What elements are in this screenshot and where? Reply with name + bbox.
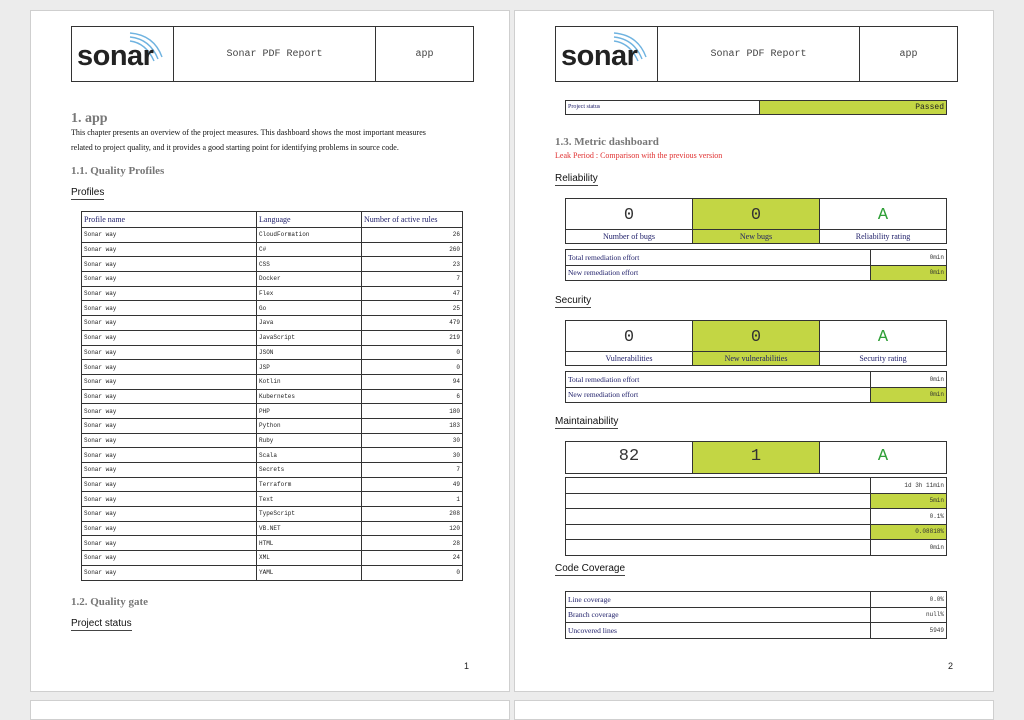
coverage-label: Line coverage [566,592,871,608]
table-row [566,623,947,639]
security-effort-table [565,371,947,403]
report-app-name: app [415,48,434,60]
active-rules-cell: 28 [362,536,463,551]
report-title: Sonar PDF Report [658,27,860,81]
maintainability-value: 5min [871,493,947,509]
language-cell: JavaScript [257,330,362,345]
quality-profiles-title: 1.1. Quality Profiles [71,165,165,177]
page-number: 1 [464,661,470,671]
reliability-rating [820,199,946,243]
new-bugs [693,199,820,243]
language-cell: Flex [257,286,362,301]
new-bugs-value: 0 [750,206,762,225]
effort-label: Total remediation effort [566,250,871,266]
table-row [82,272,463,287]
table-row [566,524,947,540]
new-bugs-caption: New bugs [693,229,819,243]
table-row [566,387,947,403]
new-vulnerabilities-caption: New vulnerabilities [693,351,819,365]
active-rules-cell: 479 [362,316,463,331]
page-number: 2 [948,661,954,671]
coverage-value: 5949 [871,623,947,639]
next-page-edge [514,700,994,720]
active-rules-cell: 183 [362,418,463,433]
profile-name-cell: Sonar way [82,286,257,301]
vulnerabilities [566,321,693,365]
coverage-value: 0.0% [871,592,947,608]
table-row [82,228,463,243]
table-row [82,374,463,389]
number-of-bugs-value: 0 [623,206,635,225]
profile-name-cell: Sonar way [82,228,257,243]
active-rules-cell: 7 [362,272,463,287]
profile-name-cell: Sonar way [82,433,257,448]
table-row [566,265,947,281]
table-row [566,478,947,494]
language-cell: Python [257,418,362,433]
project-status-bar [565,100,947,115]
language-cell: XML [257,551,362,566]
active-rules-cell: 24 [362,551,463,566]
coverage-value: null% [871,607,947,623]
code-coverage-label: Code Coverage [555,563,626,574]
security-rating-value: A [877,328,889,347]
profile-name-cell: Sonar way [82,272,257,287]
table-row [82,536,463,551]
profile-name-cell: Sonar way [82,242,257,257]
profile-name-cell: Sonar way [82,389,257,404]
table-row [566,250,947,266]
table-row [82,257,463,272]
report-app-name: app [899,48,918,60]
metric-dashboard-title: 1.3. Metric dashboard [555,136,659,148]
new-code-smells [693,442,820,473]
chapter-title: 1. app [71,111,108,126]
project-status-bar-label: Project status [566,101,760,114]
security-rating [820,321,946,365]
security-metrics [565,320,947,366]
effort-value: 0min [871,250,947,266]
profile-name-cell: Sonar way [82,507,257,522]
table-row [82,404,463,419]
effort-label: Total remediation effort [566,372,871,388]
table-row [82,286,463,301]
maintainability-value: 0.1% [871,509,947,525]
maintainability-table [565,477,947,556]
effort-label: New remediation effort [566,387,871,403]
maintainability-value: 0min [871,540,947,556]
coverage-table [565,591,947,639]
active-rules-cell: 6 [362,389,463,404]
reliability-rating-value: A [877,206,889,225]
report-page-1 [30,10,510,692]
reliability-metrics [565,198,947,244]
table-row [566,372,947,388]
language-cell: Go [257,301,362,316]
language-cell: YAML [257,565,362,580]
profile-name-cell: Sonar way [82,316,257,331]
table-row [566,509,947,525]
table-row [82,463,463,478]
profile-name-cell: Sonar way [82,418,257,433]
language-cell: C# [257,242,362,257]
quality-gate-title: 1.2. Quality gate [71,596,148,608]
security-label: Security [555,295,592,306]
active-rules-cell: 120 [362,521,463,536]
report-title: Sonar PDF Report [174,27,376,81]
profile-name-cell: Sonar way [82,448,257,463]
sonar-logo-text: sonar [561,40,638,72]
active-rules-cell: 26 [362,228,463,243]
profile-name-cell: Sonar way [82,257,257,272]
table-row [82,507,463,522]
code-smells-value: 82 [618,447,640,466]
table-row [82,565,463,580]
language-cell: CSS [257,257,362,272]
profile-name-cell: Sonar way [82,330,257,345]
profiles-label: Profiles [71,187,105,198]
table-row [82,345,463,360]
reliability-label: Reliability [555,173,598,184]
table-row [82,418,463,433]
active-rules-cell: 219 [362,330,463,345]
active-rules-cell: 7 [362,463,463,478]
report-header [555,26,958,82]
table-row [82,301,463,316]
intro-line-2: related to project quality, and it provides a good starting point for identifying problems in source code. [71,143,399,152]
table-row [82,492,463,507]
new-code-smells-value: 1 [750,447,762,466]
active-rules-cell: 208 [362,507,463,522]
security-rating-caption: Security rating [820,351,946,365]
language-cell: Secrets [257,463,362,478]
sonar-logo-text: sonar [77,40,154,72]
profile-name-cell: Sonar way [82,492,257,507]
active-rules-cell: 260 [362,242,463,257]
active-rules-cell: 30 [362,433,463,448]
leak-period-text: Leak Period : Comparison with the previous version [555,151,723,160]
report-header [71,26,474,82]
language-cell: Ruby [257,433,362,448]
profile-name-cell: Sonar way [82,374,257,389]
language-cell: TypeScript [257,507,362,522]
language-cell: CloudFormation [257,228,362,243]
table-row [82,242,463,257]
reliability-rating-caption: Reliability rating [820,229,946,243]
language-cell: Docker [257,272,362,287]
coverage-label: Uncovered lines [566,623,871,639]
profile-name-cell: Sonar way [82,565,257,580]
effort-value: 0min [871,387,947,403]
language-cell: HTML [257,536,362,551]
language-cell: Scala [257,448,362,463]
language-cell: Terraform [257,477,362,492]
vulnerabilities-value: 0 [623,328,635,347]
table-row [82,360,463,375]
profile-name-cell: Sonar way [82,463,257,478]
language-cell: Kotlin [257,374,362,389]
maintainability-metrics [565,441,947,474]
col-profile-name: Profile name [82,212,257,228]
table-row [82,551,463,566]
vulnerabilities-caption: Vulnerabilities [566,351,692,365]
table-row [566,540,947,556]
table-row [82,448,463,463]
effort-label: New remediation effort [566,265,871,281]
project-status-label: Project status [71,618,132,629]
table-row [566,493,947,509]
active-rules-cell: 30 [362,448,463,463]
language-cell: Text [257,492,362,507]
active-rules-cell: 0 [362,565,463,580]
table-row [566,592,947,608]
language-cell: JSON [257,345,362,360]
table-row [82,477,463,492]
active-rules-cell: 0 [362,360,463,375]
profiles-table [81,211,463,581]
profile-name-cell: Sonar way [82,345,257,360]
col-active-rules: Number of active rules [362,212,463,228]
language-cell: VB.NET [257,521,362,536]
table-row [566,607,947,623]
effort-value: 0min [871,265,947,281]
active-rules-cell: 23 [362,257,463,272]
active-rules-cell: 47 [362,286,463,301]
language-cell: PHP [257,404,362,419]
sonar-logo [72,27,174,81]
table-row [82,389,463,404]
maintainability-value: 0.08818% [871,524,947,540]
profile-name-cell: Sonar way [82,301,257,316]
coverage-label: Branch coverage [566,607,871,623]
active-rules-cell: 49 [362,477,463,492]
maintainability-label: Maintainability [555,416,619,427]
new-vulnerabilities-value: 0 [750,328,762,347]
active-rules-cell: 0 [362,345,463,360]
reliability-effort-table [565,249,947,281]
table-row [82,330,463,345]
table-row [82,316,463,331]
intro-line-1: This chapter presents an overview of the project measures. This dashboard shows the most important measures [71,128,426,137]
project-status-value: Passed [760,101,946,114]
number-of-bugs [566,199,693,243]
profiles-header-row [82,212,463,228]
language-cell: Java [257,316,362,331]
active-rules-cell: 180 [362,404,463,419]
col-language: Language [257,212,362,228]
number-of-bugs-caption: Number of bugs [566,229,692,243]
profile-name-cell: Sonar way [82,536,257,551]
table-row [82,521,463,536]
report-page-2 [514,10,994,692]
profile-name-cell: Sonar way [82,477,257,492]
sonar-logo [556,27,658,81]
active-rules-cell: 1 [362,492,463,507]
table-row [82,433,463,448]
profiles-body [82,228,463,581]
profile-name-cell: Sonar way [82,551,257,566]
code-smells [566,442,693,473]
profile-name-cell: Sonar way [82,404,257,419]
active-rules-cell: 25 [362,301,463,316]
maintainability-rating-value: A [877,447,889,466]
profile-name-cell: Sonar way [82,360,257,375]
language-cell: JSP [257,360,362,375]
new-vulnerabilities [693,321,820,365]
maintainability-rating [820,442,946,473]
maintainability-value: 1d 3h 11min [871,478,947,494]
effort-value: 0min [871,372,947,388]
language-cell: Kubernetes [257,389,362,404]
next-page-edge [30,700,510,720]
active-rules-cell: 94 [362,374,463,389]
profile-name-cell: Sonar way [82,521,257,536]
